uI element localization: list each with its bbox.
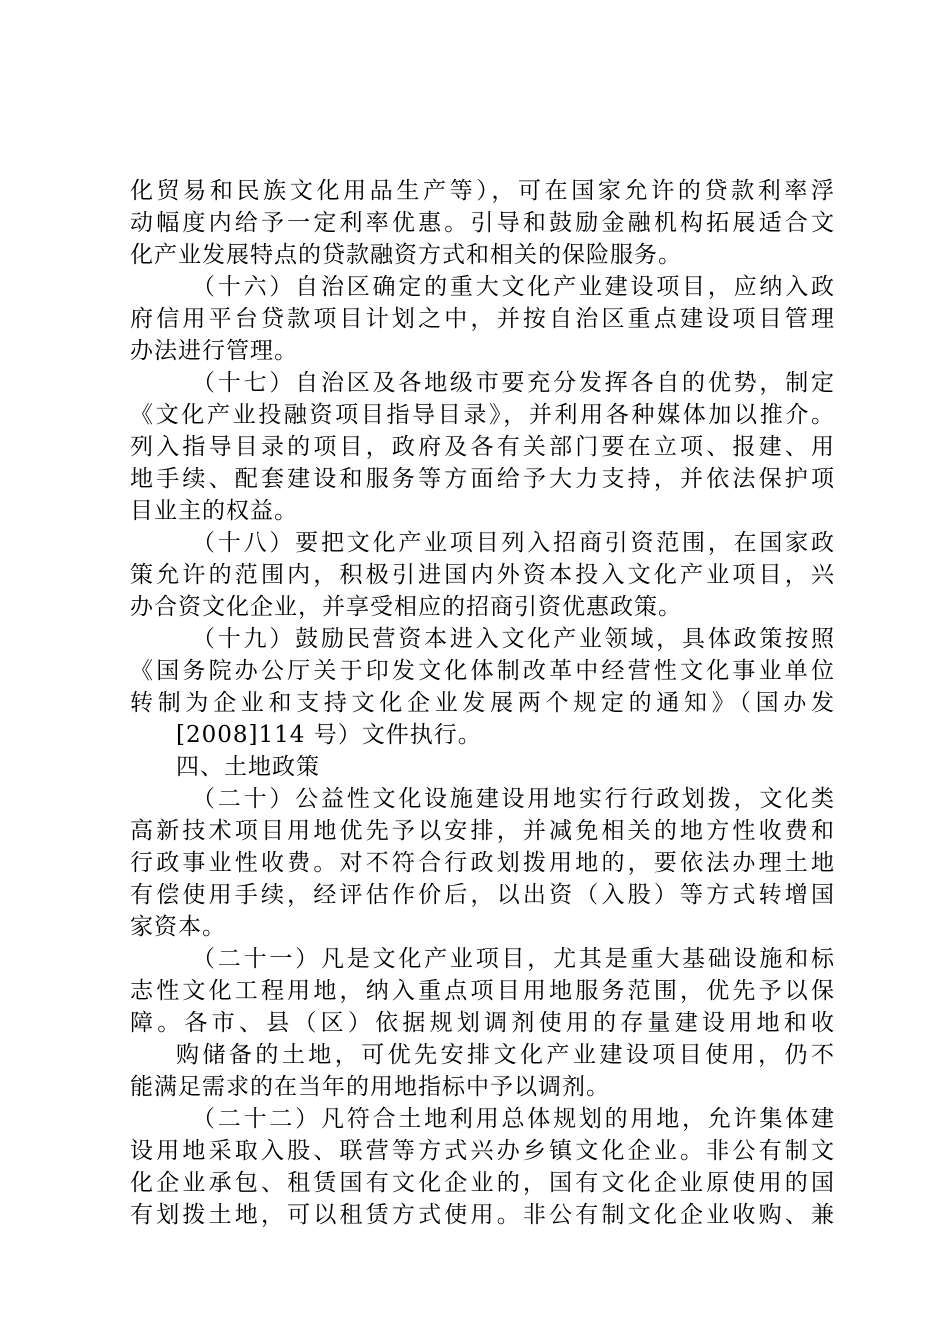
text-line: 办法进行管理。 [130,338,298,364]
section-heading-land-policy: 四、土地政策 [176,754,320,780]
text-line: 高新技术项目用地优先予以安排，并减免相关的地方性收费和 [130,818,835,844]
paragraph-17-start: （十七）自治区及各地级市要充分发挥各自的优势，制定 [192,370,835,396]
text-line: [2008]114 号）文件执行。 [176,722,482,748]
text-line: 设用地采取入股、联营等方式兴办乡镇文化企业。非公有制文 [130,1138,835,1164]
text-line: 策允许的范围内，积极引进国内外资本投入文化产业项目，兴 [130,562,835,588]
text-line: 府信用平台贷款项目计划之中，并按自治区重点建设项目管理 [130,306,835,332]
text-line: 办合资文化企业，并享受相应的招商引资优惠政策。 [130,594,682,620]
text-line: 家资本。 [130,914,226,940]
paragraph-21-start: （二十一）凡是文化产业项目，尤其是重大基础设施和标 [192,946,835,972]
text-line: 化产业发展特点的贷款融资方式和相关的保险服务。 [130,242,682,268]
text-line: 地手续、配套建设和服务等方面给予大力支持，并依法保护项 [130,466,835,492]
text-line: 化贸易和民族文化用品生产等），可在国家允许的贷款利率浮 [130,178,835,204]
text-line: 化企业承包、租赁国有文化企业的，国有文化企业原使用的国 [130,1170,835,1196]
text-line: 志性文化工程用地，纳入重点项目用地服务范围，优先予以保 [130,978,835,1004]
body-text [130,175,835,1231]
text-line: 转制为企业和支持文化企业发展两个规定的通知》（国办发 [130,690,835,716]
text-line: 障。各市、县（区）依据规划调剂使用的存量建设用地和收 [130,1010,835,1036]
text-line: 《国务院办公厅关于印发文化体制改革中经营性文化事业单位 [130,658,835,684]
text-line: 有划拨土地，可以租赁方式使用。非公有制文化企业收购、兼 [130,1202,835,1228]
paragraph-19-start: （十九）鼓励民营资本进入文化产业领域，具体政策按照 [192,626,835,652]
text-line: 能满足需求的在当年的用地指标中予以调剂。 [130,1074,610,1100]
text-line: 购储备的土地，可优先安排文化产业建设项目使用，仍不 [176,1042,835,1068]
paragraph-20-start: （二十）公益性文化设施建设用地实行行政划拨，文化类 [192,786,835,812]
text-line: 有偿使用手续，经评估作价后，以出资（入股）等方式转增国 [130,882,835,908]
text-line: 《文化产业投融资项目指导目录》，并利用各种媒体加以推介。 [130,402,835,428]
paragraph-16-start: （十六）自治区确定的重大文化产业建设项目，应纳入政 [192,274,835,300]
text-line: 动幅度内给予一定利率优惠。引导和鼓励金融机构拓展适合文 [130,210,835,236]
paragraph-22-start: （二十二）凡符合土地利用总体规划的用地，允许集体建 [192,1106,835,1132]
text-line: 行政事业性收费。对不符合行政划拨用地的，要依法办理土地 [130,850,835,876]
paragraph-18-start: （十八）要把文化产业项目列入招商引资范围，在国家政 [192,530,835,556]
text-line: 目业主的权益。 [130,498,298,524]
text-line: 列入指导目录的项目，政府及各有关部门要在立项、报建、用 [130,434,835,460]
